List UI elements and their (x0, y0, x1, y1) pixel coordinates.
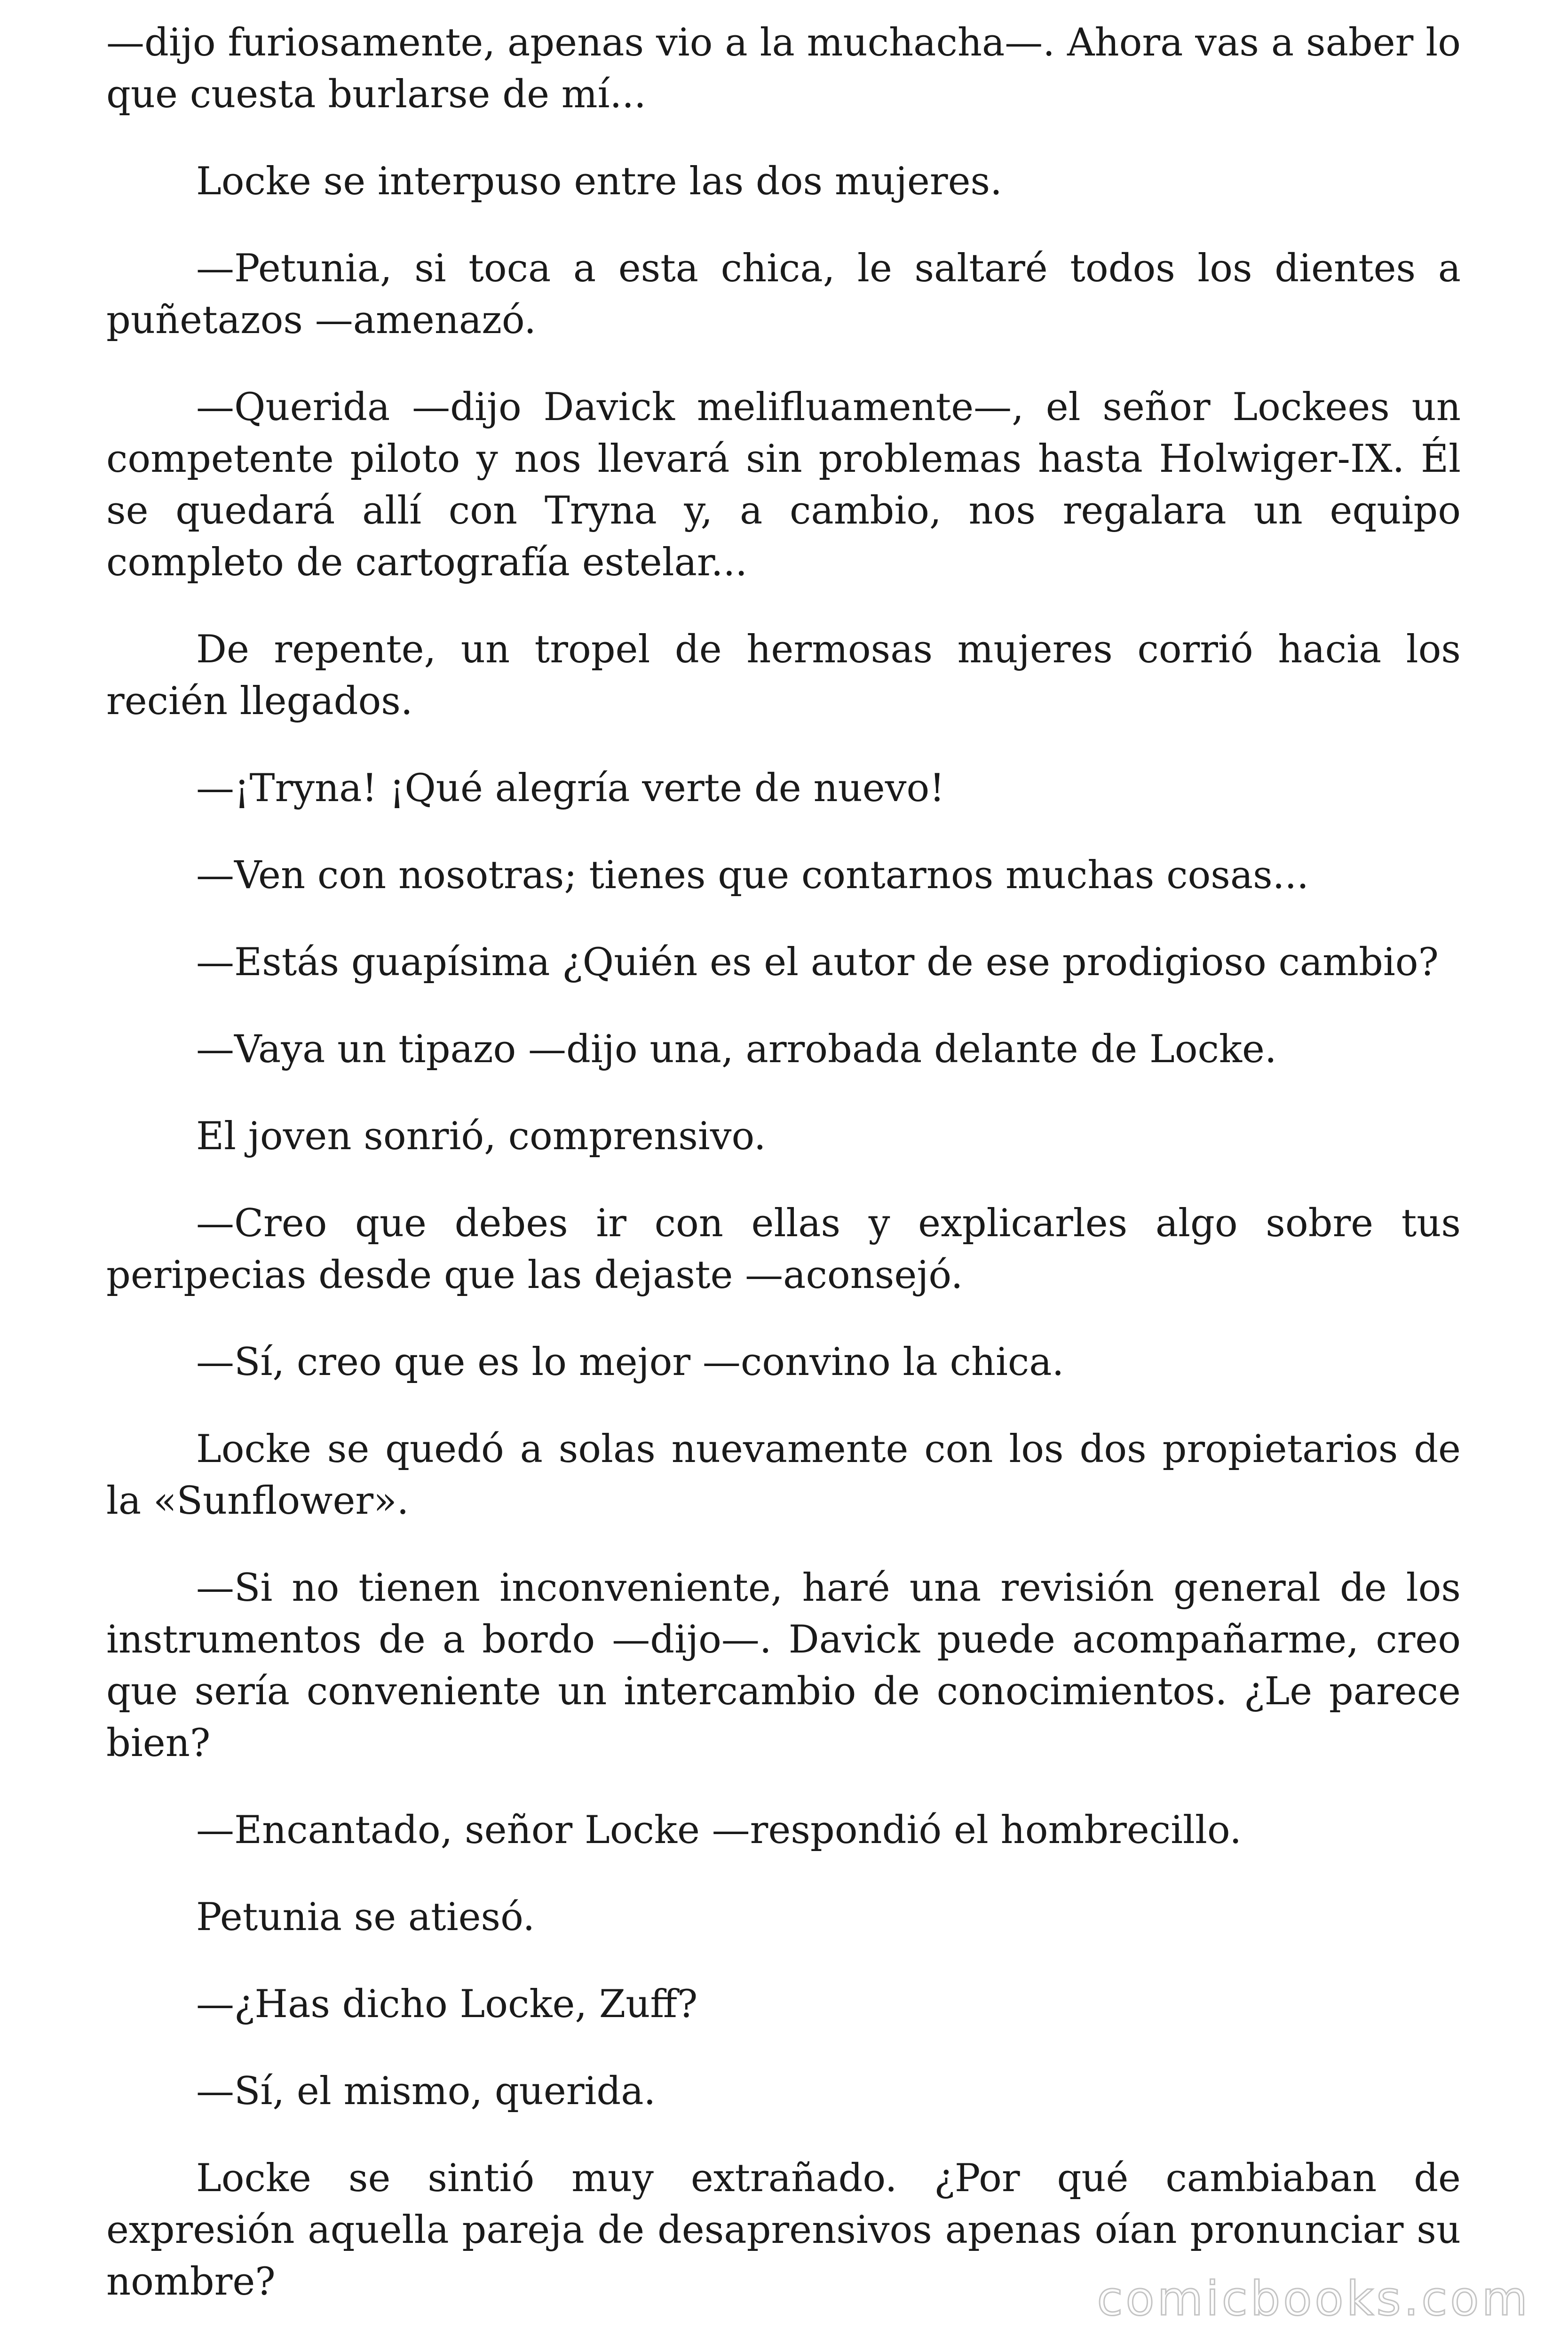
paragraph: —Encantado, señor Locke —respondió el hombrecillo. (196, 1808, 1242, 1852)
paragraph: —Sí, creo que es lo mejor —convino la chica. (196, 1340, 1064, 1384)
paragraph: —Querida —dijo Davick melifluamente—, el señor Lockees un competente piloto y nos llevará sin problemas hasta Holwiger-IX. Él se quedará allí con Tryna y, a cambio, nos regalara un equipo completo de cartografía estelar... (106, 385, 1461, 585)
paragraph: Locke se quedó a solas nuevamente con los dos propietarios de la «Sunflower». (106, 1427, 1461, 1523)
paragraph: —Ven con nosotras; tienes que contarnos muchas cosas... (196, 853, 1309, 898)
paragraph: —dijo furiosamente, apenas vio a la muchacha—. Ahora vas a saber lo que cuesta burlarse de mí... (106, 21, 1461, 117)
paragraph: Locke se interpuso entre las dos mujeres. (196, 159, 1002, 204)
paragraph: El joven sonrió, comprensivo. (196, 1114, 766, 1159)
paragraph: —¿Has dicho Locke, Zuff? (196, 1982, 698, 2026)
book-page (106, 17, 1461, 2343)
paragraph: —Si no tienen inconveniente, haré una revisión general de los instrumentos de a bordo —dijo—. Davick puede acompañarme, creo que sería conveniente un intercambio de conocimientos. ¿Le parece bien? (106, 1566, 1461, 1765)
paragraph: —¡Tryna! ¡Qué alegría verte de nuevo! (196, 766, 945, 810)
paragraph: —Sí, el mismo, querida. (196, 2069, 656, 2114)
paragraph: De repente, un tropel de hermosas mujeres corrió hacia los recién llegados. (106, 628, 1461, 723)
paragraph: —Creo que debes ir con ellas y explicarles algo sobre tus peripecias desde que las dejaste —aconsejó. (106, 1201, 1461, 1297)
paragraph: —Vaya un tipazo —dijo una, arrobada delante de Locke. (196, 1027, 1277, 1072)
paragraph: Locke se sintió muy extrañado. ¿Por qué cambiaban de expresión aquella pareja de desaprensivos apenas oían pronunciar su nombre? (106, 2156, 1461, 2304)
paragraph: —Petunia, si toca a esta chica, le saltaré todos los dientes a puñetazos —amenazó. (106, 246, 1461, 342)
watermark: comicbooks.com (1097, 2271, 1530, 2326)
paragraph: —Estás guapísima ¿Quién es el autor de ese prodigioso cambio? (196, 940, 1439, 985)
paragraph: Petunia se atiesó. (196, 1895, 535, 1939)
